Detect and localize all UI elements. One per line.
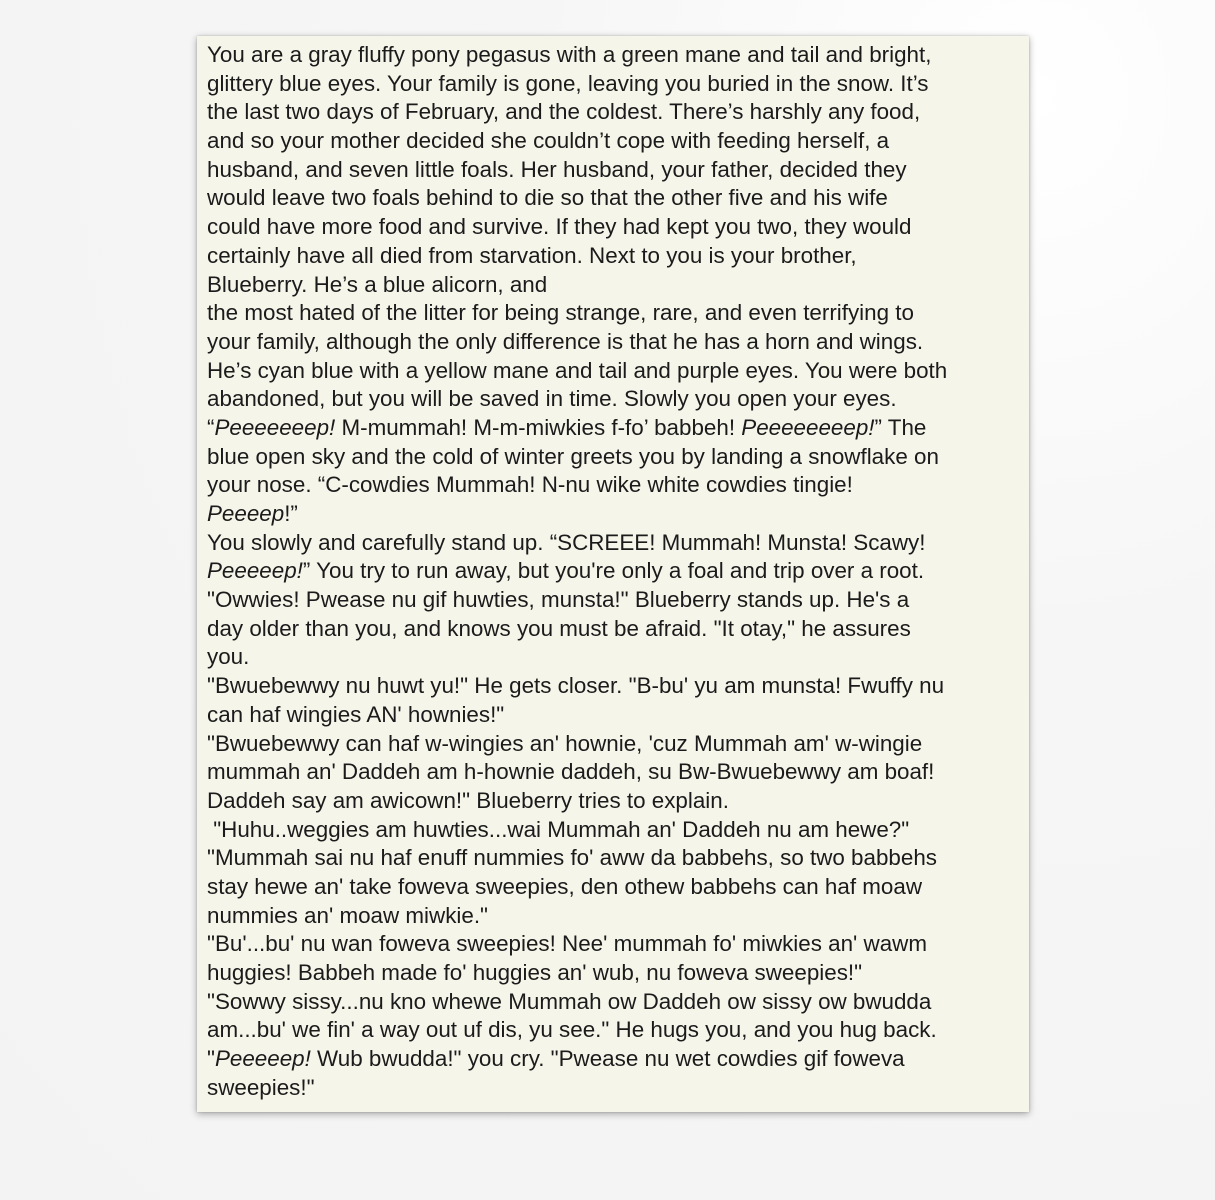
text-line: the most hated of the litter for being strange, rare, and even terrifying to xyxy=(207,300,914,326)
text-line: Blueberry. He’s a blue alicorn, and xyxy=(207,271,548,297)
text-line: "Bwuebewwy can haf w-wingies an' hownie, 'cuz Mummah am' w-wingie xyxy=(207,730,923,756)
text-segment: ” You try to run away, but you're only a foal and trip over a root. xyxy=(302,558,925,584)
italic-text-segment: Peeeeeeeep! xyxy=(741,414,875,440)
text-line: You slowly and carefully stand up. “SCREEE! Mummah! Munsta! Scawy! xyxy=(207,529,926,555)
text-line: mummah an' Daddeh am h-hownie daddeh, su Bw-Bwuebewwy am boaf! xyxy=(207,759,935,785)
text-line: would leave two foals behind to die so that the other five and his wife xyxy=(207,185,888,211)
text-line: "Owwies! Pwease nu gif huwties, munsta!" Blueberry stands up. He's a xyxy=(207,587,910,613)
text-line: day older than you, and knows you must be afraid. "It otay," he assures xyxy=(207,615,911,641)
text-line: He’s cyan blue with a yellow mane and tail and purple eyes. You were both xyxy=(207,357,948,383)
text-line: your nose. “C-cowdies Mummah! N-nu wike white cowdies tingie! xyxy=(207,472,853,498)
text-line: abandoned, but you will be saved in time. Slowly you open your eyes. xyxy=(207,386,897,412)
italic-text-segment: Peeeeep! xyxy=(214,1046,311,1072)
text-line: huggies! Babbeh made fo' huggies an' wub, nu foweva sweepies!" xyxy=(207,960,863,985)
document-page xyxy=(197,36,1029,1112)
text-segment: !” xyxy=(284,501,298,526)
text-segment: M-mummah! M-m-miwkies f-fo’ babbeh! xyxy=(335,414,742,440)
text-segment: ” The xyxy=(874,414,927,440)
italic-text-segment: Peeeeep! xyxy=(207,558,303,584)
text-line: and so your mother decided she couldn’t cope with feeding herself, a xyxy=(207,128,890,154)
text-line: blue open sky and the cold of winter greets you by landing a snowflake on xyxy=(207,443,939,469)
text-line: your family, although the only difference is that he has a horn and wings. xyxy=(207,328,924,354)
text-line: stay hewe an' take foweva sweepies, den othew babbehs can haf moaw xyxy=(207,873,923,899)
text-line: "Sowwy sissy...nu kno whewe Mummah ow Daddeh ow sissy ow bwudda xyxy=(207,988,932,1014)
text-segment: “ xyxy=(207,414,215,440)
text-line: glittery blue eyes. Your family is gone, leaving you buried in the snow. It’s xyxy=(207,70,929,96)
italic-text-segment: Peeeep xyxy=(207,501,285,526)
text-segment: " xyxy=(207,1046,215,1072)
text-line xyxy=(207,414,1019,443)
text-line: you. xyxy=(207,644,250,670)
text-line: You are a gray fluffy pony pegasus with a green mane and tail and bright, xyxy=(207,42,932,67)
text-line: the last two days of February, and the coldest. There’s harshly any food, xyxy=(207,99,921,125)
text-line: "Mummah sai nu haf enuff nummies fo' aww da babbehs, so two babbehs xyxy=(207,845,937,871)
text-line: nummies an' moaw miwkie." xyxy=(207,902,488,928)
text-line xyxy=(207,1045,1019,1074)
text-line xyxy=(207,557,1019,586)
text-line: husband, and seven little foals. Her husband, your father, decided they xyxy=(207,156,907,182)
italic-text-segment: Peeeeeeep! xyxy=(214,414,336,440)
text-line: "Bwuebewwy nu huwt yu!" He gets closer. "B-bu' yu am munsta! Fwuffy nu xyxy=(207,673,945,699)
text-line: could have more food and survive. If they had kept you two, they would xyxy=(207,214,912,240)
text-line: can haf wingies AN' hownies!" xyxy=(207,701,505,727)
text-line: am...bu' we fin' a way out uf dis, yu see." He hugs you, and you hug back. xyxy=(207,1017,937,1043)
text-line: sweepies!" xyxy=(207,1074,315,1100)
story-text xyxy=(207,41,1019,1102)
text-line: Daddeh say am awicown!" Blueberry tries to explain. xyxy=(207,787,729,813)
text-line xyxy=(207,500,1019,529)
text-line: "Bu'...bu' nu wan foweva sweepies! Nee' mummah fo' miwkies an' wawm xyxy=(207,931,927,957)
text-line: certainly have all died from starvation. Next to you is your brother, xyxy=(207,242,857,268)
text-line: "Huhu..weggies am huwties...wai Mummah an' Daddeh nu am hewe?" xyxy=(207,816,910,842)
text-segment: Wub bwudda!" you cry. "Pwease nu wet cowdies gif foweva xyxy=(310,1046,905,1072)
